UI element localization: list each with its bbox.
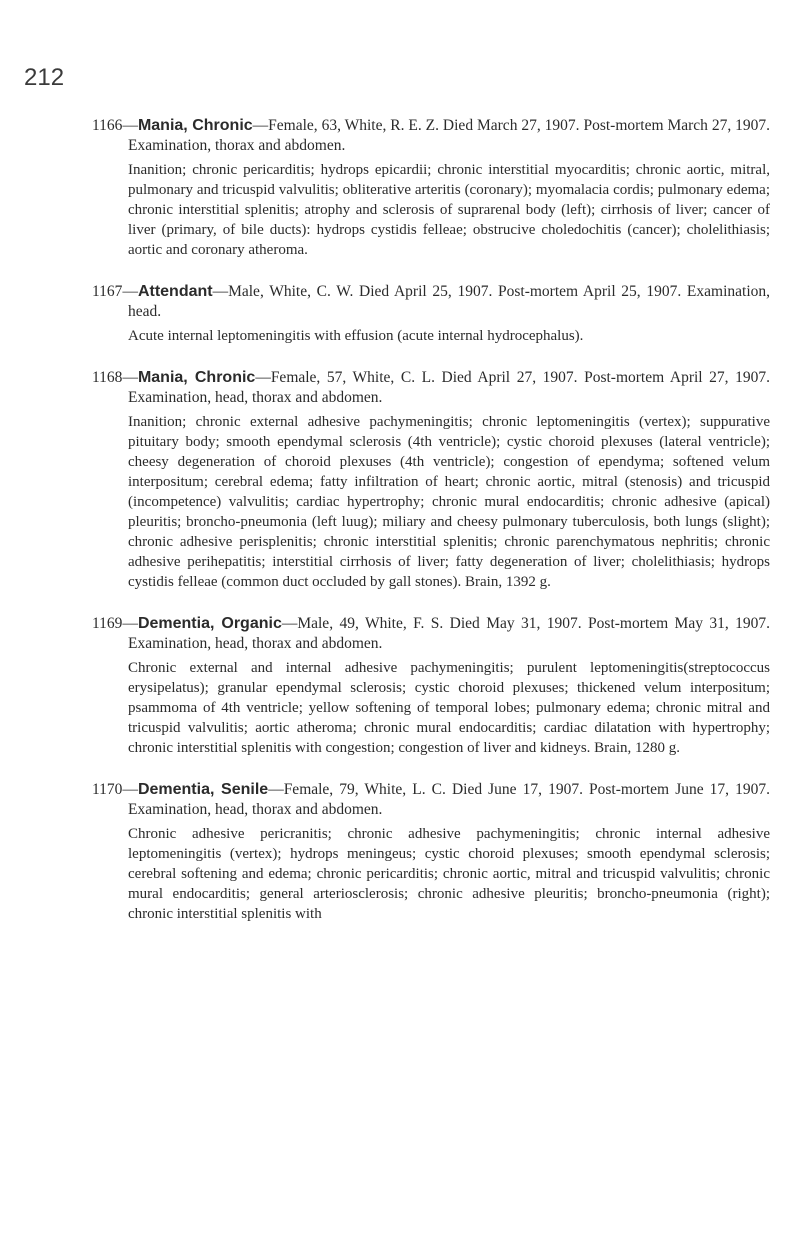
case-entry-1168 (92, 368, 770, 592)
case-entry-1166 (92, 116, 770, 260)
case-number: 1168 (92, 369, 123, 386)
case-number: 1169 (92, 615, 123, 632)
case-diagnosis: Attendant (137, 283, 213, 300)
case-header: 1166—Mania, Chronic—Female, 63, White, R. E. Z. Died March 27, 1907. Post-mortem March 27, 1907. Examination, thorax and abdomen. (92, 117, 770, 154)
case-details: Female, 79, White, L. C. Died June 17, 1907. Post-mortem June 17, 1907. Examination, head, thorax and abdomen. (128, 781, 770, 818)
case-details: Male, 49, White, F. S. Died May 31, 1907. Post-mortem May 31, 1907. Examination, head, thorax and abdomen. (128, 615, 770, 652)
case-entry-1169 (92, 614, 770, 758)
case-header: 1170—Dementia, Senile—Female, 79, White, L. C. Died June 17, 1907. Post-mortem June 17, 1907. Examination, head, thorax and abdomen. (92, 781, 770, 818)
case-findings: Acute internal leptomeningitis with effusion (acute internal hydrocephalus). (128, 328, 584, 344)
case-findings: Inanition; chronic external adhesive pachymeningitis; chronic leptomeningitis (vertex); suppurative pituitary body; smooth ependymal sclerosis (4th ventricle); cystic choroid plexuses (lateral ventricle); cheesy degeneration of choroid plexuses (4th ventricle); congestion of ependyma; softened velum interpositum; cerebral edema; fatty infiltration of heart; chronic aortic, mitral (stenosis) and tricuspid (incompetence) valvulitis; cardiac hypertrophy; chronic mural endocarditis; chronic adhesive (apical) pleuritis; broncho-pneumonia (left luug); miliary and cheesy pulmonary tuberculosis, both lungs (slight); chronic adhesive perisplenitis; chronic interstitial splenitis; chronic parenchymatous nephritis; chronic adhesive perihepatitis; interstitial cirrhosis of liver; fatty degeneration of liver; cholelithiasis; hydrops cystidis felleae (common duct occluded by gall stones). Brain, 1392 g. (128, 414, 770, 590)
case-details: Male, White, C. W. Died April 25, 1907. Post-mortem April 25, 1907. Examination, head. (128, 283, 770, 320)
case-header: 1168—Mania, Chronic—Female, 57, White, C. L. Died April 27, 1907. Post-mortem April 27, 1907. Examination, head, thorax and abdomen. (92, 369, 770, 406)
case-header: 1169—Dementia, Organic—Male, 49, White, F. S. Died May 31, 1907. Post-mortem May 31, 1907. Examination, head, thorax and abdomen. (92, 615, 770, 652)
case-details: Female, 57, White, C. L. Died April 27, 1907. Post-mortem April 27, 1907. Examination, head, thorax and abdomen. (128, 369, 770, 406)
case-diagnosis: Dementia, Organic (137, 615, 282, 632)
case-diagnosis: Dementia, Senile (137, 781, 269, 798)
case-entry-1167 (92, 282, 770, 346)
case-diagnosis: Mania, Chronic (137, 117, 253, 134)
case-number: 1167 (92, 283, 123, 300)
case-findings: Chronic adhesive pericranitis; chronic adhesive pachymeningitis; chronic internal adhesive leptomeningitis (vertex); hydrops meningeus; cystic choroid plexuses; smooth ependymal sclerosis; cerebral softening and edema; chronic pericarditis; chronic aortic, mitral and tricuspid valvulitis; chronic mural endocarditis; general arteriosclerosis; chronic adhesive pleuritis; broncho-pneumonia (right); chronic interstitial splenitis with (128, 826, 770, 922)
case-findings: Inanition; chronic pericarditis; hydrops epicardii; chronic interstitial myocarditis; chronic aortic, mitral, pulmonary and tricuspid valvulitis; obliterative arteritis (coronary); myomalacia cordis; pulmonary edema; chronic interstitial splenitis; atrophy and sclerosis of suprarenal body (left); cirrhosis of liver; cancer of liver (primary, of bile ducts): hydrops cystidis felleae; obstrucive choledochitis (cancer); cholelithiasis; aortic and coronary atheroma. (128, 162, 770, 258)
case-details: Female, 63, White, R. E. Z. Died March 27, 1907. Post-mortem March 27, 1907. Examination, thorax and abdomen. (128, 117, 770, 154)
case-list (92, 116, 770, 946)
case-number: 1170 (92, 781, 123, 798)
case-diagnosis: Mania, Chronic (137, 369, 256, 386)
case-number: 1166 (92, 117, 123, 134)
case-findings: Chronic external and internal adhesive pachymeningitis; purulent leptomeningitis(streptococcus erysipelatus); granular ependymal sclerosis; cystic choroid plexuses; thickened velum interpositum; psammoma of 4th ventricle; yellow softening of temporal lobes; pulmonary edema; chronic mitral and tricuspid valvulitis; aortic atheroma; chronic mural endocarditis; cardiac dilatation with hypertrophy; chronic interstitial splenitis with congestion; congestion of liver and kidneys. Brain, 1280 g. (128, 660, 770, 756)
case-entry-1170 (92, 780, 770, 924)
page-number: 212 (24, 64, 65, 91)
case-header: 1167—Attendant—Male, White, C. W. Died April 25, 1907. Post-mortem April 25, 1907. Examination, head. (92, 283, 770, 320)
